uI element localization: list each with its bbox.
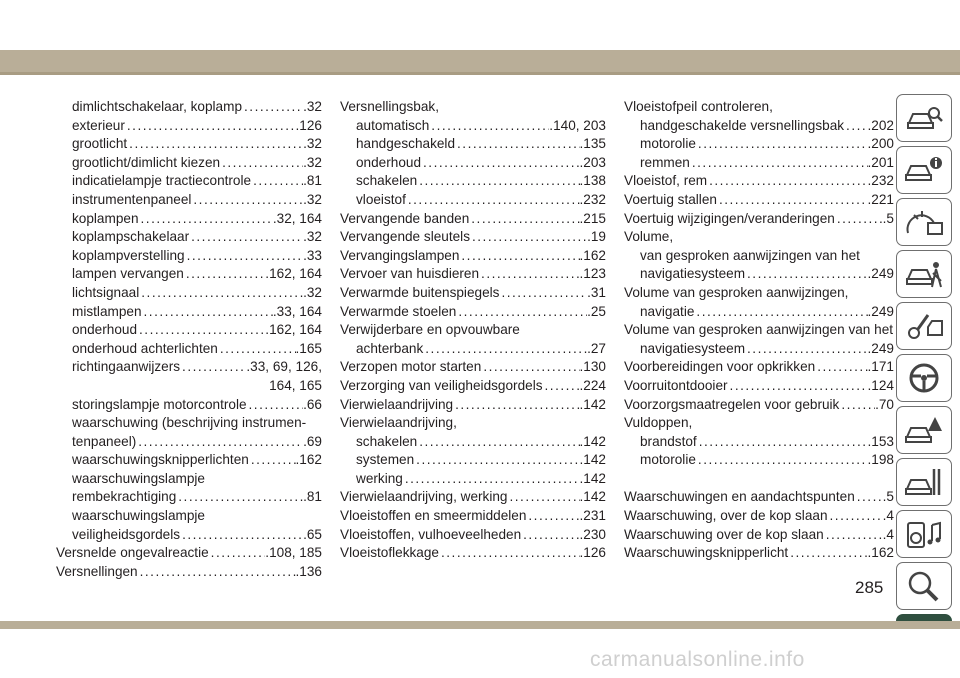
index-entry	[56, 544, 322, 563]
dot-leader	[694, 303, 867, 322]
entry-term: handgeschakeld	[356, 136, 456, 152]
dot-leader	[218, 340, 296, 359]
tab-magnifier[interactable]	[896, 562, 952, 610]
index-entry	[340, 396, 606, 415]
entry-page-ref: .142	[579, 396, 606, 412]
entry-term: exterieur	[72, 117, 125, 133]
entry-term: onderhoud	[356, 154, 422, 170]
index-entry	[340, 526, 606, 545]
dot-leader	[855, 488, 883, 507]
speaker-music-icon	[904, 517, 944, 551]
entry-term: navigatiesysteem	[640, 266, 746, 282]
index-entry	[624, 377, 894, 396]
dot-leader	[209, 544, 266, 563]
index-entry	[624, 340, 894, 359]
entry-term: grootlicht/dimlicht kiezen	[72, 154, 221, 170]
index-entry	[624, 526, 894, 545]
index-entry	[56, 228, 322, 247]
index-entry	[56, 98, 322, 117]
tab-car-search[interactable]	[896, 94, 952, 142]
entry-page-ref: .142	[579, 452, 606, 468]
entry-term: grootlicht	[72, 136, 128, 152]
entry-page-ref: .142	[579, 433, 606, 449]
dot-leader	[423, 340, 587, 359]
index-entry	[56, 340, 322, 359]
entry-term: richtingaanwijzers	[72, 359, 181, 375]
entry-page-ref: .5	[882, 489, 894, 505]
entry-page-ref: .142	[579, 489, 606, 505]
dot-leader	[459, 247, 579, 266]
entry-page-ref: .32	[303, 229, 322, 245]
index-entry	[56, 117, 322, 136]
dot-leader	[191, 191, 303, 210]
dot-leader	[815, 358, 867, 377]
entry-page-ref: .4	[882, 526, 894, 542]
dot-leader	[824, 526, 883, 545]
entry-page-ref: .162	[579, 247, 606, 263]
entry-page-ref: .25	[587, 303, 606, 319]
index-entry	[56, 284, 322, 303]
index-entry	[340, 247, 606, 266]
index-entry	[624, 544, 894, 563]
entry-term: Voorzorgsmaatregelen voor gebruik	[624, 396, 840, 412]
dot-leader	[414, 451, 579, 470]
index-entry	[340, 191, 606, 210]
dot-leader	[479, 265, 579, 284]
index-entry	[340, 265, 606, 284]
dot-leader	[429, 117, 549, 136]
tab-car-hazard[interactable]	[896, 406, 952, 454]
entry-page-ref: .171	[867, 359, 894, 375]
dot-leader	[189, 228, 303, 247]
dot-leader	[696, 135, 868, 154]
dot-leader	[728, 377, 868, 396]
dot-leader	[745, 340, 868, 359]
dot-leader	[470, 228, 587, 247]
entry-term: schakelen	[356, 173, 418, 189]
dot-leader	[406, 191, 580, 210]
index-entry	[56, 265, 322, 284]
dot-leader	[481, 358, 579, 377]
entry-term: Vloeistoflekkage	[340, 545, 439, 561]
dot-leader	[125, 117, 296, 136]
entry-page-ref: .32	[303, 136, 322, 152]
entry-page-ref: .33, 164	[272, 303, 322, 319]
entry-page-ref: .19	[587, 229, 606, 245]
dot-leader	[439, 544, 580, 563]
page-number: 285	[855, 578, 884, 597]
entry-term: Versnellingen	[56, 563, 138, 579]
entry-page-ref: .126	[579, 545, 606, 561]
index-entry	[340, 284, 606, 303]
steering-wheel-icon	[904, 361, 944, 395]
entry-term: Vierwielaandrijving	[340, 396, 454, 412]
entry-term: schakelen	[356, 433, 418, 449]
index-heading: Verwijderbare en opvouwbare	[340, 322, 520, 338]
entry-term: Vervangende banden	[340, 210, 470, 226]
entry-page-ref: .33	[303, 247, 322, 263]
page-top-margin	[0, 0, 960, 50]
entry-term: onderhoud achterlichten	[72, 340, 218, 356]
index-column-3	[624, 98, 894, 563]
tab-car-tools[interactable]	[896, 458, 952, 506]
index-entry	[624, 265, 894, 284]
entry-term: Vervangingslampen	[340, 247, 460, 263]
entry-page-ref: .198	[867, 452, 894, 468]
header-rule	[0, 72, 960, 75]
index-entry	[624, 117, 894, 136]
entry-term: Vierwielaandrijving, werking	[340, 489, 508, 505]
entry-term: Verzopen motor starten	[340, 359, 482, 375]
index-entry	[624, 172, 894, 191]
index-entry	[56, 135, 322, 154]
tab-car-info[interactable]	[896, 146, 952, 194]
dot-leader	[745, 265, 868, 284]
entry-page-ref: .162, 164	[265, 322, 322, 338]
dot-leader	[247, 396, 304, 415]
dot-leader	[717, 191, 868, 210]
entry-term: lampen vervangen	[72, 266, 184, 282]
index-heading: waarschuwing (beschrijving instrumen-	[72, 415, 307, 431]
index-entry	[624, 154, 894, 173]
index-entry	[624, 507, 894, 526]
entry-term: Vloeistoffen, vulhoeveelheden	[340, 526, 522, 542]
car-key-icon	[904, 309, 944, 343]
entry-page-ref: .231	[579, 508, 606, 524]
index-entry	[340, 154, 606, 173]
index-entry	[340, 507, 606, 526]
page-bottom-margin	[0, 629, 960, 678]
entry-page-ref: .140, 203	[549, 117, 606, 133]
index-heading: Volume van gesproken aanwijzingen,	[624, 284, 849, 300]
index-entry	[340, 340, 606, 359]
entry-term: koplampschakelaar	[72, 229, 190, 245]
entry-term: handgeschakelde versnellingsbak	[640, 117, 845, 133]
index-entry	[340, 358, 606, 377]
entry-page-ref: .65	[303, 526, 322, 542]
dot-leader	[707, 172, 867, 191]
dot-leader	[508, 488, 580, 507]
chapter-tabs	[896, 94, 952, 666]
dot-leader	[251, 172, 303, 191]
entry-page-ref: .221	[867, 191, 894, 207]
index-entry	[56, 303, 322, 322]
entry-page-ref: .32, 164	[272, 210, 322, 226]
dot-leader	[453, 396, 579, 415]
entry-page-ref: .162	[295, 452, 322, 468]
index-entry	[340, 451, 606, 470]
entry-term: Vervoer van huisdieren	[340, 266, 480, 282]
dot-leader	[844, 117, 867, 136]
entry-page-ref: .153	[867, 433, 894, 449]
entry-page-ref: .202	[867, 117, 894, 133]
index-continuation: 164, 165	[269, 377, 322, 393]
entry-term: Verwarmde buitenspiegels	[340, 284, 500, 300]
entry-page-ref: .162	[867, 545, 894, 561]
entry-term: indicatielampje tractiecontrole	[72, 173, 252, 189]
index-entry	[56, 321, 322, 340]
index-column-1	[56, 98, 322, 581]
dot-leader	[138, 563, 296, 582]
index-heading: waarschuwingslampje	[72, 470, 205, 486]
dot-leader	[137, 321, 265, 340]
dot-leader	[839, 396, 875, 415]
entry-term: Voertuig stallen	[624, 191, 717, 207]
index-entry	[624, 433, 894, 452]
dot-leader	[696, 451, 868, 470]
entry-page-ref: .70	[875, 396, 894, 412]
car-seatbelt-icon	[904, 257, 944, 291]
entry-page-ref: .232	[579, 191, 606, 207]
index-entry	[624, 135, 894, 154]
index-entry	[340, 377, 606, 396]
index-entry	[624, 396, 894, 415]
entry-page-ref: .201	[867, 154, 894, 170]
entry-term: Waarschuwingsknipperlicht	[624, 545, 789, 561]
index-entry	[56, 210, 322, 229]
entry-page-ref: .142	[579, 470, 606, 486]
index-heading: Vloeistofpeil controleren,	[624, 99, 773, 114]
entry-term: dimlichtschakelaar, koplamp	[72, 99, 243, 114]
entry-page-ref: .136	[295, 563, 322, 579]
index-entry	[56, 358, 322, 377]
entry-term: lichtsignaal	[72, 284, 140, 300]
tab-car-key[interactable]	[896, 302, 952, 350]
dot-leader	[249, 451, 296, 470]
dot-leader	[417, 433, 579, 452]
dot-leader	[220, 154, 303, 173]
entry-page-ref: .32	[303, 154, 322, 170]
entry-term: Versnelde ongevalreactie	[56, 545, 209, 561]
entry-term: onderhoud	[72, 322, 138, 338]
index-entry	[624, 303, 894, 322]
index-entry	[56, 154, 322, 173]
entry-term: achterbank	[356, 340, 424, 356]
entry-page-ref: .124	[867, 377, 894, 393]
dot-leader	[180, 526, 303, 545]
index-entry	[56, 247, 322, 266]
entry-term: automatisch	[356, 117, 430, 133]
index-entry	[56, 526, 322, 545]
dot-leader	[788, 544, 867, 563]
entry-page-ref: .32	[303, 191, 322, 207]
dot-leader	[184, 265, 265, 284]
index-entry	[56, 172, 322, 191]
dot-leader	[543, 377, 580, 396]
entry-term: Vloeistoffen en smeermiddelen	[340, 508, 527, 524]
index-heading: van gesproken aanwijzingen van het	[640, 247, 860, 263]
entry-page-ref: .123	[579, 266, 606, 282]
car-hazard-icon	[904, 413, 944, 447]
dot-leader	[469, 210, 579, 229]
index-spacer	[624, 470, 894, 489]
entry-term: Waarschuwingen en aandachtspunten	[624, 489, 855, 505]
index-heading: Volume,	[624, 229, 674, 245]
entry-page-ref: .4	[882, 508, 894, 524]
entry-term: navigatiesysteem	[640, 340, 746, 356]
entry-term: motorolie	[640, 136, 696, 152]
entry-page-ref: .249	[867, 340, 894, 356]
dot-leader	[835, 210, 883, 229]
dot-leader	[690, 154, 868, 173]
index-entry	[340, 488, 606, 507]
entry-page-ref: .27	[587, 340, 606, 356]
entry-page-ref: .138	[579, 173, 606, 189]
entry-term: instrumentenpaneel	[72, 191, 192, 207]
dot-leader	[526, 507, 579, 526]
entry-term: Vloeistof, rem	[624, 173, 708, 189]
entry-term: Verwarmde stoelen	[340, 303, 457, 319]
dot-leader	[242, 98, 303, 117]
entry-term: storingslampje motorcontrole	[72, 396, 247, 412]
entry-term: Voorruitontdooier	[624, 377, 728, 393]
dot-leader	[185, 247, 304, 266]
entry-term: vloeistof	[356, 191, 406, 207]
dot-leader	[403, 470, 580, 489]
entry-term: rembekrachtiging	[72, 489, 177, 505]
tab-dashboard-warning[interactable]	[896, 198, 952, 246]
entry-term: motorolie	[640, 452, 696, 468]
entry-page-ref: .200	[867, 136, 894, 152]
index-entry	[340, 117, 606, 136]
index-entry	[340, 228, 606, 247]
entry-page-ref: .81	[303, 173, 322, 189]
entry-term: Waarschuwing over de kop slaan	[624, 526, 824, 542]
index-entry	[340, 470, 606, 489]
dot-leader	[499, 284, 587, 303]
car-search-icon	[904, 101, 944, 135]
index-entry	[56, 396, 322, 415]
entry-page-ref: .215	[579, 210, 606, 226]
index-entry	[624, 358, 894, 377]
dot-leader	[139, 284, 303, 303]
entry-page-ref: .224	[579, 377, 606, 393]
index-entry	[340, 210, 606, 229]
entry-page-ref: .108, 185	[265, 545, 322, 561]
dot-leader	[139, 210, 273, 229]
entry-term: brandstof	[640, 433, 697, 449]
tab-speaker-music[interactable]	[896, 510, 952, 558]
entry-page-ref: .66	[303, 396, 322, 412]
entry-term: Waarschuwing, over de kop slaan	[624, 508, 828, 524]
entry-page-ref: .69	[303, 433, 322, 449]
dot-leader	[417, 172, 579, 191]
entry-term: waarschuwingsknipperlichten	[72, 452, 249, 468]
index-heading: Volume van gesproken aanwijzingen van het	[624, 322, 894, 338]
dot-leader	[421, 154, 580, 173]
index-entry	[56, 433, 322, 452]
index-heading: Versnellingsbak,	[340, 99, 439, 114]
entry-page-ref: .165	[295, 340, 322, 356]
index-entry	[624, 191, 894, 210]
entry-term: Voorbereidingen voor opkrikken	[624, 359, 816, 375]
footer-band	[0, 621, 960, 629]
dot-leader	[456, 303, 587, 322]
header-band	[0, 50, 960, 72]
entry-page-ref: .203	[579, 154, 606, 170]
index-entry	[340, 303, 606, 322]
tab-car-seatbelt[interactable]	[896, 250, 952, 298]
entry-term: Verzorging van veiligheidsgordels	[340, 377, 543, 393]
entry-term: koplampen	[72, 210, 139, 226]
dot-leader	[142, 303, 273, 322]
entry-page-ref: .81	[303, 489, 322, 505]
entry-term: systemen	[356, 452, 415, 468]
dot-leader	[127, 135, 303, 154]
index-entry	[340, 433, 606, 452]
index-entry	[56, 191, 322, 210]
entry-page-ref: .126	[295, 117, 322, 133]
entry-term: navigatie	[640, 303, 695, 319]
dashboard-warning-icon	[904, 205, 944, 239]
index-entry	[56, 451, 322, 470]
entry-term: werking	[356, 470, 403, 486]
index-entry	[340, 544, 606, 563]
dot-leader	[180, 358, 246, 377]
entry-page-ref: .232	[867, 173, 894, 189]
watermark: carmanualsonline.info	[590, 648, 805, 671]
index-entry	[56, 488, 322, 507]
entry-page-ref: .249	[867, 303, 894, 319]
entry-term: tenpaneel)	[72, 433, 137, 449]
magnifier-icon	[904, 569, 944, 603]
entry-page-ref: .249	[867, 266, 894, 282]
entry-page-ref: .162, 164	[265, 266, 322, 282]
entry-page-ref: .33, 69, 126,	[246, 359, 322, 375]
index-column-2	[340, 98, 606, 563]
entry-term: koplampverstelling	[72, 247, 185, 263]
entry-term: veiligheidsgordels	[72, 526, 181, 542]
index-entry	[340, 135, 606, 154]
entry-term: Vervangende sleutels	[340, 229, 470, 245]
entry-page-ref: .5	[882, 210, 894, 226]
entry-page-ref: .31	[587, 284, 606, 300]
entry-page-ref: .135	[579, 136, 606, 152]
dot-leader	[697, 433, 868, 452]
dot-leader	[136, 433, 303, 452]
car-tools-icon	[904, 465, 944, 499]
index-heading: waarschuwingslampje	[72, 508, 205, 524]
dot-leader	[828, 507, 883, 526]
entry-term: remmen	[640, 154, 690, 170]
tab-steering-wheel[interactable]	[896, 354, 952, 402]
index-entry	[624, 210, 894, 229]
entry-page-ref: .32	[303, 99, 322, 114]
index-heading: Vierwielaandrijving,	[340, 415, 457, 431]
entry-page-ref: .130	[579, 359, 606, 375]
entry-page-ref: .32	[303, 284, 322, 300]
index-heading: Vuldoppen,	[624, 415, 693, 431]
entry-term: mistlampen	[72, 303, 142, 319]
index-entry	[340, 172, 606, 191]
car-info-icon	[904, 153, 944, 187]
index-entry	[624, 451, 894, 470]
dot-leader	[176, 488, 303, 507]
dot-leader	[455, 135, 580, 154]
index-entry	[56, 563, 322, 582]
dot-leader	[521, 526, 579, 545]
entry-page-ref: .230	[579, 526, 606, 542]
index-entry	[624, 488, 894, 507]
entry-term: Voertuig wijzigingen/veranderingen	[624, 210, 835, 226]
